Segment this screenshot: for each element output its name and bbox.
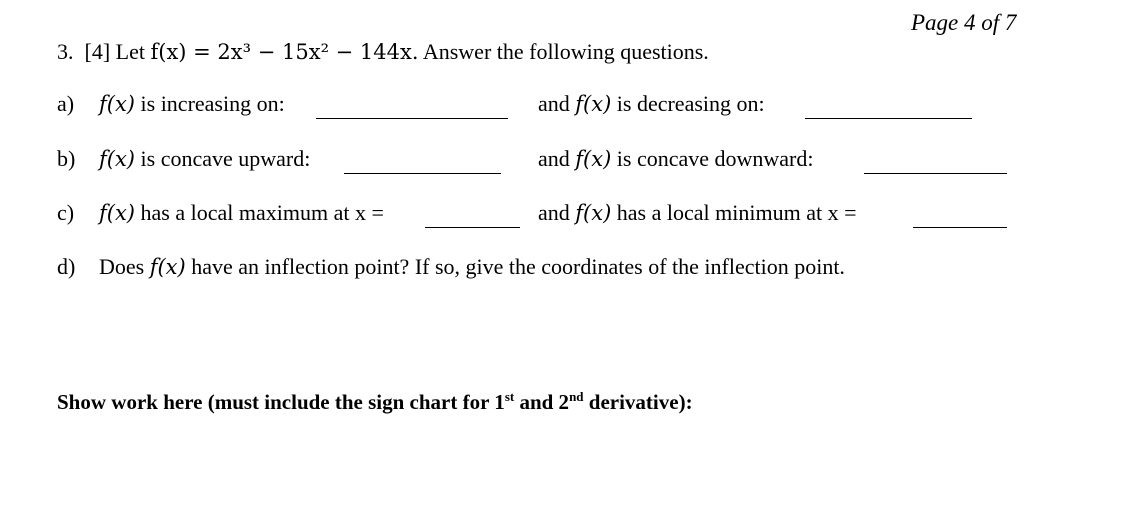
and-word: and [538,146,570,171]
function-symbol: f(x) [149,255,186,279]
part-b-left-text: is concave upward: [140,146,311,171]
part-d-prompt [99,254,845,280]
part-a-right-prompt [538,91,765,117]
part-a-left-prompt [99,91,285,117]
answer-blank-decreasing[interactable] [805,117,972,119]
function-symbol: f(x) [99,92,136,116]
part-c-label: c) [57,200,75,225]
function-symbol: f(x) [575,147,612,171]
answer-blank-local-min[interactable] [913,226,1007,228]
part-b-label: b) [57,146,76,171]
work-area[interactable] [57,430,1017,520]
part-b-right-text: is concave downward: [616,146,814,171]
and-word: and [538,200,570,225]
and-word: and [538,91,570,116]
page-number: Page 4 of 7 [911,10,1017,35]
part-c-left-text: has a local maximum at x = [140,200,384,225]
function-symbol: f(x) [99,201,136,225]
answer-blank-local-max[interactable] [425,226,520,228]
part-b-right-prompt [538,146,814,172]
answer-blank-concave-up[interactable] [344,172,501,174]
question-number: 3. [57,39,74,64]
function-symbol: f(x) [575,201,612,225]
part-a-label: a) [57,91,75,116]
question-instruction: Answer the following questions. [422,39,709,64]
question-header [57,39,709,65]
part-a-left-text: is increasing on: [140,91,285,116]
part-b-left-prompt [99,146,310,172]
answer-blank-increasing[interactable] [316,117,508,119]
function-definition: f(x) = 2x³ − 15x² − 144x. [150,40,419,64]
function-symbol: f(x) [575,92,612,116]
function-symbol: f(x) [99,147,136,171]
question-let: Let [115,39,145,64]
part-c-right-text: has a local minimum at x = [616,200,857,225]
question-points: [4] [84,39,111,64]
part-d-text-after: have an inflection point? If so, give the coordinates of the inflection point. [191,254,845,279]
part-a-right-text: is decreasing on: [616,91,765,116]
part-c-left-prompt [99,200,384,226]
part-c-right-prompt [538,200,856,226]
part-d-label: d) [57,254,76,279]
answer-blank-concave-down[interactable] [864,172,1007,174]
show-work-instruction: Show work here (must include the sign chart for 1st and 2nd derivative): [57,389,693,414]
part-d-text-before: Does [99,254,145,279]
